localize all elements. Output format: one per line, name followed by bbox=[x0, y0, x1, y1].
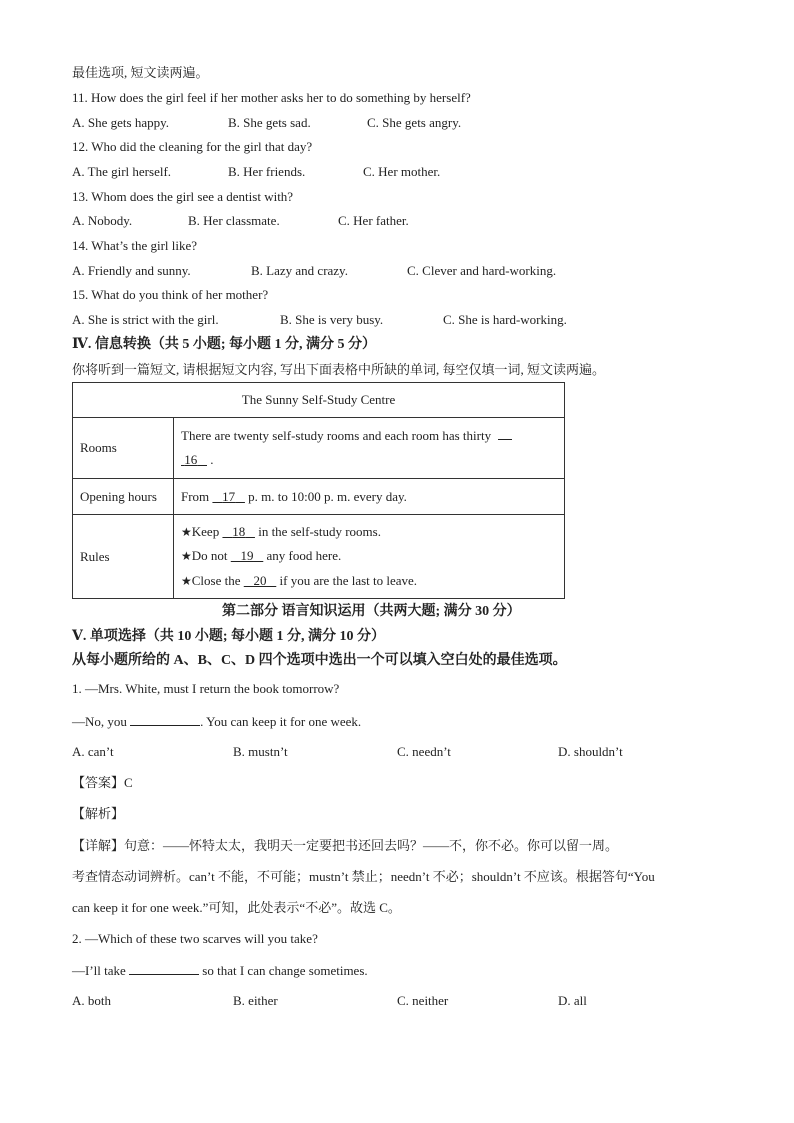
answer-blank[interactable] bbox=[130, 712, 200, 726]
detail-row bbox=[72, 837, 618, 855]
rule-3-post: if you are the last to leave. bbox=[279, 572, 418, 588]
section-intro-tail: 最佳选项, 短文读两遍。 bbox=[72, 65, 209, 80]
hours-post: p. m. to 10:00 p. m. every day. bbox=[248, 488, 407, 504]
option-d: D. all bbox=[558, 993, 587, 1008]
rules-label: Rules bbox=[73, 515, 174, 599]
rule-1-pre: Keep bbox=[191, 523, 220, 539]
rule-2-post: any food here. bbox=[266, 548, 342, 564]
answer-blank[interactable] bbox=[129, 961, 199, 975]
rules-cell bbox=[174, 515, 565, 599]
rooms-cell: There are twenty self-study rooms and each room has thirty 16 . bbox=[174, 418, 565, 479]
answer-row bbox=[72, 774, 133, 792]
q1-reply-post: . You can keep it for one week. bbox=[200, 714, 362, 729]
detail-tag: 【详解】 bbox=[72, 838, 125, 853]
option-b: B. either bbox=[233, 993, 278, 1008]
question-11: 11. How does the girl feel if her mother asks her to do something by herself? bbox=[72, 90, 471, 105]
option-a: A. She is strict with the girl. bbox=[72, 312, 219, 327]
table-title: The Sunny Self-Study Centre bbox=[73, 383, 565, 418]
hours-pre: From bbox=[181, 488, 210, 504]
option-a: A. The girl herself. bbox=[72, 164, 172, 179]
star-icon: ★ bbox=[181, 549, 192, 564]
q1-reply-pre: —No, you bbox=[72, 714, 127, 729]
rule-2-pre: Do not bbox=[191, 548, 228, 564]
q2-reply-pre: —I’ll take bbox=[72, 963, 126, 978]
question-14: 14. What’s the girl like? bbox=[72, 238, 198, 253]
q1-prompt: 1. —Mrs. White, must I return the book tomorrow? bbox=[72, 681, 340, 696]
part-2-title: 第二部分 语言知识运用（共两大题; 满分 30 分） bbox=[222, 604, 521, 619]
blank-20[interactable]: 20 bbox=[253, 572, 267, 588]
q2-reply bbox=[72, 961, 368, 980]
option-c: C. Clever and hard-working. bbox=[407, 263, 557, 278]
option-c: C. needn’t bbox=[397, 744, 451, 759]
option-b: B. Her friends. bbox=[228, 164, 306, 179]
blank-line bbox=[498, 426, 512, 440]
explanation-line-2: can keep it for one week.”可知，此处表示“不必”。故选 C。 bbox=[72, 900, 401, 915]
hours-cell bbox=[174, 479, 565, 515]
option-c: C. neither bbox=[397, 993, 449, 1008]
option-a: A. can’t bbox=[72, 744, 114, 759]
option-b: B. Lazy and crazy. bbox=[251, 263, 348, 278]
option-a: A. Friendly and sunny. bbox=[72, 263, 191, 278]
hours-label: Opening hours bbox=[73, 479, 174, 515]
option-a: A. Nobody. bbox=[72, 213, 133, 228]
rooms-text: There are twenty self-study rooms and each room has thirty bbox=[181, 428, 492, 443]
section-4-title: Ⅳ. 信息转换（共 5 小题; 每小题 1 分, 满分 5 分） bbox=[72, 337, 377, 352]
option-a: A. She gets happy. bbox=[72, 115, 170, 130]
rule-3-pre: Close the bbox=[191, 572, 241, 588]
option-a: A. both bbox=[72, 993, 111, 1008]
blank-16[interactable]: 16 bbox=[184, 452, 198, 467]
blank-17[interactable]: 17 bbox=[222, 488, 236, 504]
question-13: 13. Whom does the girl see a dentist with? bbox=[72, 189, 294, 204]
option-b: B. Her classmate. bbox=[188, 213, 280, 228]
q2-prompt: 2. —Which of these two scarves will you take? bbox=[72, 931, 318, 946]
q1-reply bbox=[72, 712, 361, 731]
question-15: 15. What do you think of her mother? bbox=[72, 287, 269, 302]
question-12: 12. Who did the cleaning for the girl that day? bbox=[72, 139, 313, 154]
rooms-label: Rooms bbox=[73, 418, 174, 479]
answer-value: C bbox=[124, 775, 133, 790]
explanation-line-1: 考查情态动词辨析。can’t 不能，不可能；mustn’t 禁止；needn’t 不必；shouldn’t 不应该。根据答句“You bbox=[72, 869, 655, 884]
rule-1-post: in the self-study rooms. bbox=[258, 523, 381, 539]
star-icon: ★ bbox=[181, 573, 192, 588]
star-icon: ★ bbox=[181, 524, 192, 539]
blank-19[interactable]: 19 bbox=[240, 548, 254, 564]
q2-reply-post: so that I can change sometimes. bbox=[202, 963, 368, 978]
analysis-tag: 【解析】 bbox=[72, 806, 125, 821]
section-4-instruction: 你将听到一篇短文, 请根据短文内容, 写出下面表格中所缺的单词, 每空仅填一词, 短文读两遍。 bbox=[72, 362, 606, 377]
detail-text: 句意：——怀特太太，我明天一定要把书还回去吗？——不，你不必。你可以留一周。 bbox=[124, 838, 619, 853]
section-5-instruction: 从每小题所给的 A、B、C、D 四个选项中选出一个可以填入空白处的最佳选项。 bbox=[72, 653, 567, 668]
option-c: C. Her father. bbox=[338, 213, 409, 228]
blank-18[interactable]: 18 bbox=[232, 523, 246, 539]
option-c: C. She is hard-working. bbox=[443, 312, 567, 327]
option-c: C. Her mother. bbox=[363, 164, 441, 179]
answer-tag: 【答案】 bbox=[72, 775, 125, 790]
section-5-title: Ⅴ. 单项选择（共 10 小题; 每小题 1 分, 满分 10 分） bbox=[72, 629, 386, 644]
option-c: C. She gets angry. bbox=[367, 115, 462, 130]
option-b: B. She is very busy. bbox=[280, 312, 384, 327]
option-b: B. mustn’t bbox=[233, 744, 288, 759]
option-b: B. She gets sad. bbox=[228, 115, 311, 130]
info-table bbox=[72, 382, 565, 599]
option-d: D. shouldn’t bbox=[558, 744, 623, 759]
